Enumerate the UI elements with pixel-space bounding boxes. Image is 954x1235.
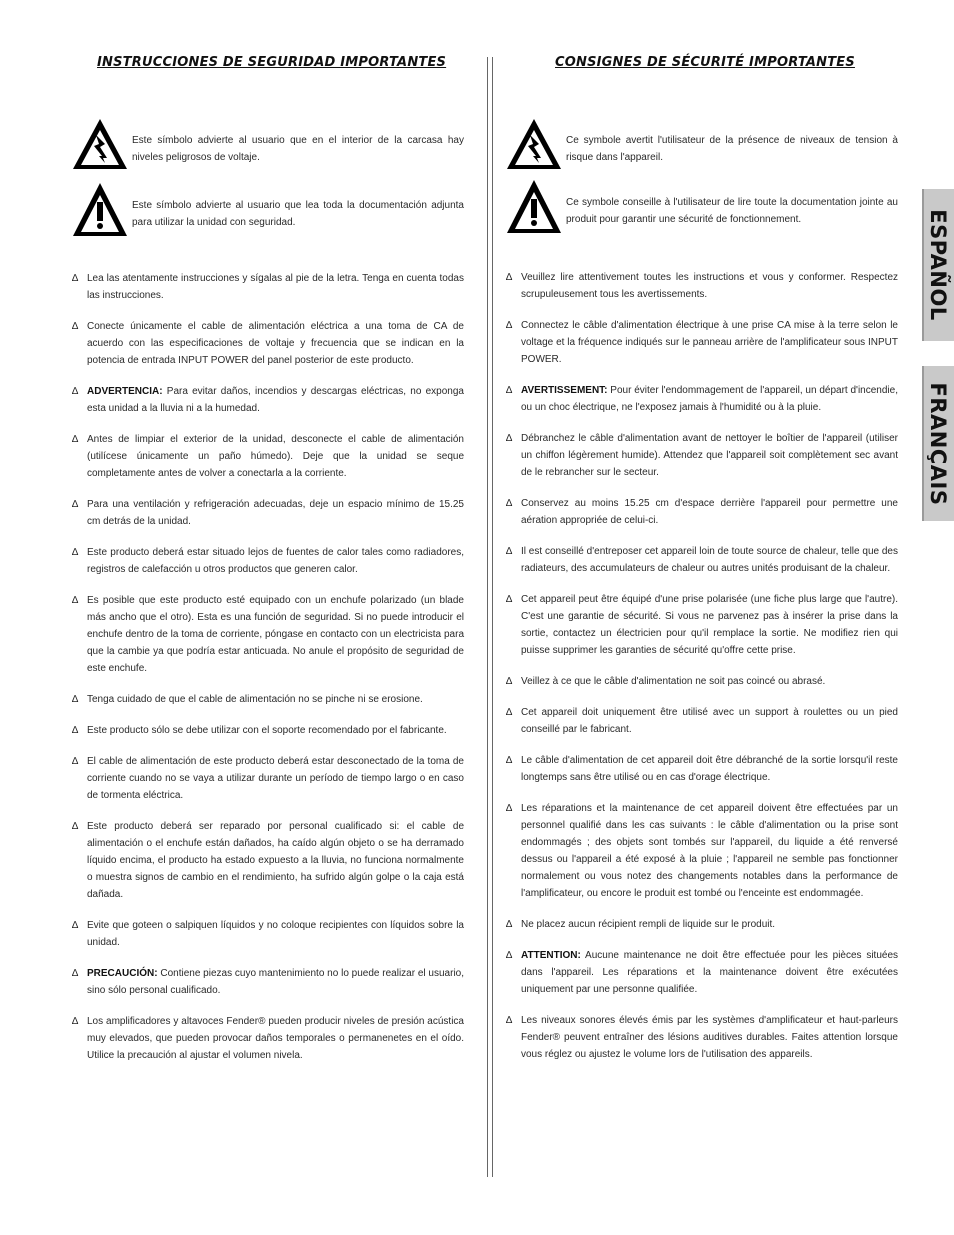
- spanish-symbol-voltage: [72, 118, 464, 173]
- list-item: ∆ Este producto deberá estar situado lejos de fuentes de calor tales como radiadores, registros de calefacción u otros productos que generen calor.: [72, 544, 464, 578]
- spanish-symbol-documentation: [72, 182, 464, 240]
- list-item: ∆ Es posible que este producto esté equipado con un enchufe polarizado (un blade más ancho que el otro). Esta es una función de seguridad. Si no puede introducir el enchufe dentro de la toma de corriente, póngase en contacto con un electricista para que la cambie ya que podría estar anticuada. No anule el propósito de seguridad de este enchufe.: [72, 592, 464, 677]
- french-symbol-voltage-text: Ce symbole avertit l'utilisateur de la présence de niveaux de tension à risque dans l'appareil.: [566, 135, 898, 163]
- column-divider: [487, 57, 493, 1177]
- list-item: ∆ Este producto deberá ser reparado por personal cualificado si: el cable de alimentación o el enchufe están dañados, ha caído algún objeto o se ha derramado líquido encima, el producto ha estado expuesto a la lluvia, no funciona normalmente o muestra signos de cambio en el rendimiento, ha sufrido algún golpe o la caja está dañada.: [72, 818, 464, 903]
- delta-bullet-icon: ∆: [72, 694, 79, 705]
- list-item: ∆ ADVERTENCIA: Para evitar daños, incendios y descargas eléctricas, no exponga esta unidad a la lluvia ni a la humedad.: [72, 383, 464, 417]
- delta-bullet-icon: ∆: [506, 803, 513, 814]
- list-item: ∆ Connectez le câble d'alimentation électrique à une prise CA mise à la terre selon le voltage et la fréquence indiqués sur le panneau arrière de l'amplificateur sous INPUT POWER.: [506, 317, 898, 368]
- delta-bullet-icon: ∆: [506, 1015, 513, 1026]
- exclamation-warning-icon: [506, 179, 562, 234]
- delta-bullet-icon: ∆: [72, 756, 79, 767]
- delta-bullet-icon: ∆: [506, 919, 513, 930]
- list-item: ∆ Le câble d'alimentation de cet appareil doit être débranché de la sortie lorsqu'il reste longtemps sans être utilisé ou en cas d'orage électrique.: [506, 752, 898, 786]
- spanish-symbol-documentation-text: Este símbolo advierte al usuario que lea toda la documentación adjunta para utilizar la unidad con seguridad.: [132, 200, 464, 228]
- delta-bullet-icon: ∆: [506, 546, 513, 557]
- lightning-warning-icon: [72, 118, 128, 170]
- delta-bullet-icon: ∆: [506, 676, 513, 687]
- exclamation-warning-icon: [72, 182, 128, 237]
- spanish-heading: INSTRUCCIONES DE SEGURIDAD IMPORTANTES: [97, 55, 447, 70]
- list-item: ∆ Cet appareil doit uniquement être utilisé avec un support à roulettes ou un pied conseillé par le fabricant.: [506, 704, 898, 738]
- list-item: ∆ Veuillez lire attentivement toutes les instructions et vous y conformer. Respectez scrupuleusement tous les avertissements.: [506, 269, 898, 303]
- list-item: ∆ Ne placez aucun récipient rempli de liquide sur le produit.: [506, 916, 898, 933]
- list-item: ∆ Antes de limpiar el exterior de la unidad, desconecte el cable de alimentación (utilícese únicamente un paño húmedo). Deje que la unidad se seque completamente antes de volver a conectarla a la corriente.: [72, 431, 464, 482]
- list-item: ∆ AVERTISSEMENT: Pour éviter l'endommagement de l'appareil, un départ d'incendie, ou un choc électrique, ne l'exposez jamais à l'humidité ou à la pluie.: [506, 382, 898, 416]
- delta-bullet-icon: ∆: [506, 950, 513, 961]
- delta-bullet-icon: ∆: [506, 498, 513, 509]
- delta-bullet-icon: ∆: [72, 547, 79, 558]
- french-symbol-voltage: [506, 118, 898, 173]
- delta-bullet-icon: ∆: [506, 385, 513, 396]
- spanish-symbol-voltage-text: Este símbolo advierte al usuario que en el interior de la carcasa hay niveles peligrosos de voltaje.: [132, 135, 464, 163]
- list-item: ∆ Evite que goteen o salpiquen líquidos y no coloque recipientes con líquidos sobre la unidad.: [72, 917, 464, 951]
- delta-bullet-icon: ∆: [72, 321, 79, 332]
- delta-bullet-icon: ∆: [72, 968, 79, 979]
- delta-bullet-icon: ∆: [72, 434, 79, 445]
- tab-espanol[interactable]: [922, 189, 954, 341]
- list-item: ∆ Este producto sólo se debe utilizar con el soporte recomendado por el fabricante.: [72, 722, 464, 739]
- delta-bullet-icon: ∆: [506, 433, 513, 444]
- delta-bullet-icon: ∆: [506, 755, 513, 766]
- delta-bullet-icon: ∆: [72, 821, 79, 832]
- list-item: ∆ PRECAUCIÓN: Contiene piezas cuyo mantenimiento no lo puede realizar el usuario, sino sólo personal cualificado.: [72, 965, 464, 999]
- list-item: ∆ Los amplificadores y altavoces Fender® pueden producir niveles de presión acústica muy elevados, que pueden provocar daños temporales o permanenetes en el oído. Utilice la precaución al ajustar el volumen nivela.: [72, 1013, 464, 1064]
- french-symbol-documentation: [506, 179, 898, 237]
- delta-bullet-icon: ∆: [72, 595, 79, 606]
- lightning-warning-icon: [506, 118, 562, 170]
- delta-bullet-icon: ∆: [506, 272, 513, 283]
- delta-bullet-icon: ∆: [72, 499, 79, 510]
- delta-bullet-icon: ∆: [72, 1016, 79, 1027]
- french-symbol-documentation-text: Ce symbole conseille à l'utilisateur de lire toute la documentation jointe au produit pour garantir une sécurité de fonctionnement.: [566, 197, 898, 225]
- delta-bullet-icon: ∆: [506, 707, 513, 718]
- list-item: ∆ Conecte únicamente el cable de alimentación eléctrica a una toma de CA de acuerdo con las especificaciones de voltaje y frecuencia que se indican en la potencia de entrada INPUT POWER del panel posterior de este producto.: [72, 318, 464, 369]
- spanish-instruction-list: [72, 270, 464, 1078]
- list-item: ∆ Il est conseillé d'entreposer cet appareil loin de toute source de chaleur, telle que des radiateurs, des accumulateurs de chaleur ou autres unités produisant de la chaleur.: [506, 543, 898, 577]
- delta-bullet-icon: ∆: [506, 594, 513, 605]
- delta-bullet-icon: ∆: [506, 320, 513, 331]
- list-item: ∆ Conservez au moins 15.25 cm d'espace derrière l'appareil pour permettre une aération appropriée de celui-ci.: [506, 495, 898, 529]
- list-item: ∆ Lea las atentamente instrucciones y sígalas al pie de la letra. Tenga en cuenta todas las instrucciones.: [72, 270, 464, 304]
- list-item: ∆ Les niveaux sonores élevés émis par les systèmes d'amplificateur et haut-parleurs Fender® peuvent entraîner des lésions auditives durables. Faites attention lorsque vous réglez ou ajustez le volume lors de l'utilisation des appareils.: [506, 1012, 898, 1063]
- tab-francais-label: FRANÇAIS: [926, 382, 950, 505]
- list-item: ∆ El cable de alimentación de este producto deberá estar desconectado de la toma de corriente cuando no se vaya a utilizar durante un período de tiempo largo o en caso de tormenta eléctrica.: [72, 753, 464, 804]
- list-item: ∆ Tenga cuidado de que el cable de alimentación no se pinche ni se erosione.: [72, 691, 464, 708]
- french-heading: CONSIGNES DE SÉCURITÉ IMPORTANTES: [555, 55, 855, 70]
- delta-bullet-icon: ∆: [72, 273, 79, 284]
- list-item: ∆ Para una ventilación y refrigeración adecuadas, deje un espacio mínimo de 15.25 cm detrás de la unidad.: [72, 496, 464, 530]
- list-item: ∆ Cet appareil peut être équipé d'une prise polarisée (une fiche plus large que l'autre). C'est une garantie de sécurité. Si vous ne parvenez pas à insérer la prise dans la sortie, contactez un électricien pour qu'il remplace la sortie. Ne modifiez rien qui puisse supprimer les garanties de sécurité qu'offre cette prise.: [506, 591, 898, 659]
- tab-espanol-label: ESPAÑOL: [926, 209, 950, 321]
- tab-francais[interactable]: [922, 366, 954, 521]
- delta-bullet-icon: ∆: [72, 386, 79, 397]
- delta-bullet-icon: ∆: [72, 725, 79, 736]
- list-item: ∆ Les réparations et la maintenance de cet appareil doivent être effectuées par un personnel qualifié dans les cas suivants : le câble d'alimentation ou la prise sont endommagés ; des objets sont tombés sur l'appareil, du liquide a été renversé dessus ou l'appareil a été exposé à la pluie ; l'appareil ne semble pas fonctionner normalement ou vous notez des changements notables dans la performance de l'amplificateur, ou encore le produit est tombé ou l'enceinte est endommagée.: [506, 800, 898, 902]
- list-item: ∆ Débranchez le câble d'alimentation avant de nettoyer le boîtier de l'appareil (utiliser un chiffon légèrement humide). Attendez que l'appareil soit complètement sec avant de le rebrancher sur le secteur.: [506, 430, 898, 481]
- list-item: ∆ Veillez à ce que le câble d'alimentation ne soit pas coincé ou abrasé.: [506, 673, 898, 690]
- list-item: ∆ ATTENTION: Aucune maintenance ne doit être effectuée pour les pièces situées dans l'appareil. Les réparations et la maintenance doivent être exécutées uniquement par une personne qualifiée.: [506, 947, 898, 998]
- delta-bullet-icon: ∆: [72, 920, 79, 931]
- french-instruction-list: [506, 269, 898, 1077]
